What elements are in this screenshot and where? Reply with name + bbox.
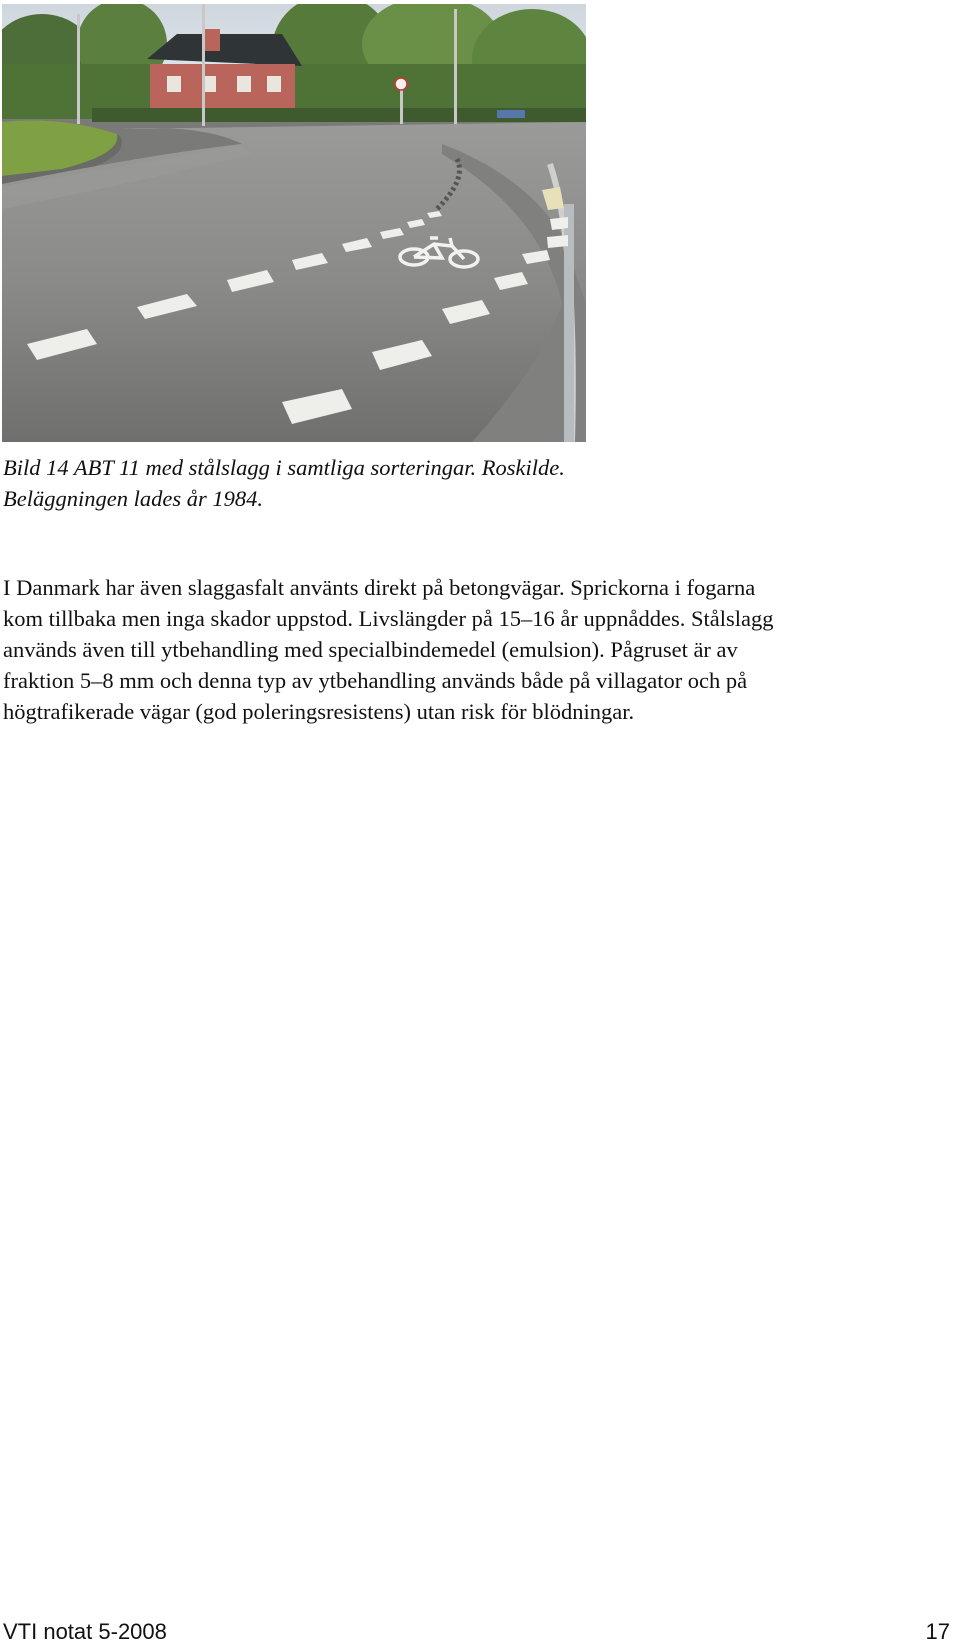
road-photo [2,4,586,442]
paragraph-line: fraktion 5–8 mm och denna typ av ytbehandling används både på villagator och på [3,668,748,693]
paragraph-line: högtrafikerade vägar (god poleringsresistens) utan risk för blödningar. [3,699,635,724]
paragraph-line: kom tillbaka men inga skador uppstod. Livslängder på 15–16 år uppnåddes. Stålslagg [3,606,774,631]
body-paragraph [3,572,943,727]
bike-lane-roundabout-image [2,4,586,442]
report-id: VTI notat 5-2008 [3,1619,167,1644]
figure-caption [3,452,903,514]
caption-line: Bild 14 ABT 11 med stålslagg i samtliga sorteringar. Roskilde. [3,455,565,480]
page-footer [0,1619,960,1648]
caption-line: Beläggningen lades år 1984. [3,486,263,511]
paragraph-line: I Danmark har även slaggasfalt använts direkt på betongvägar. Sprickorna i fogarna [3,575,756,600]
paragraph-line: används även till ytbehandling med specialbindemedel (emulsion). Pågruset är av [3,637,738,662]
page-number: 17 [925,1619,950,1644]
